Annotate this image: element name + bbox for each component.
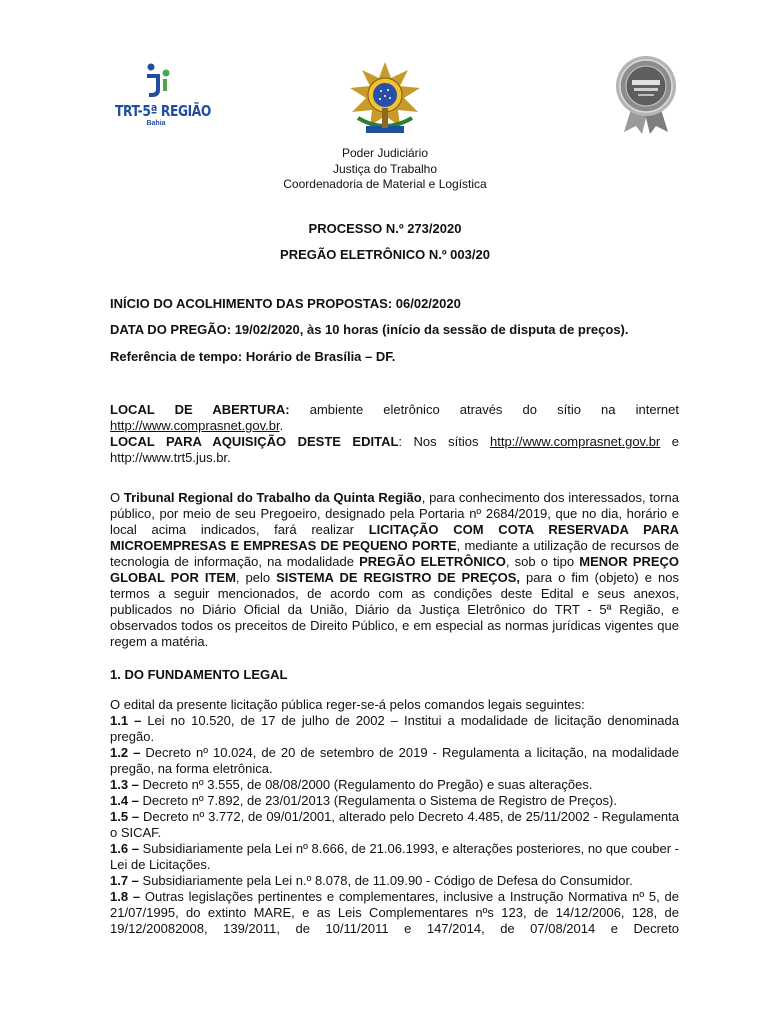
referencia-tempo: Referência de tempo: Horário de Brasília – DF. <box>110 349 396 364</box>
trt5-logo <box>106 62 211 132</box>
legal-item <box>110 713 679 745</box>
logo-state: Bahia <box>146 120 166 127</box>
quality-seal-icon <box>610 50 682 134</box>
legal-item <box>110 745 679 777</box>
legal-item <box>110 841 679 873</box>
local-aquisicao-label: LOCAL PARA AQUISIÇÃO DESTE EDITAL <box>110 434 399 449</box>
intro-bold-menor-preco: MENOR PREÇO GLOBAL POR ITEM <box>110 554 680 585</box>
processo-title: PROCESSO N.º 273/2020 <box>308 221 462 236</box>
legal-item-text: Lei no 10.520, de 17 de julho de 2002 – Institui a modalidade de licitação denominada pregão. <box>110 713 679 744</box>
local-aquisicao-line <box>110 434 679 450</box>
local-abertura-label: LOCAL DE ABERTURA: <box>110 402 290 417</box>
intro-bold-licitacao: LICITAÇÃO COM COTA RESERVADA PARA MICROEMPRESAS E EMPRESAS DE PEQUENO PORTE <box>110 522 679 553</box>
intro-bold-srp: SISTEMA DE REGISTRO DE PREÇOS, <box>276 570 521 585</box>
legal-item <box>110 889 679 937</box>
logo-name: TRT-5ª REGIÃO <box>115 102 211 120</box>
local-abertura-url-line <box>110 418 679 434</box>
intro-text-1: O <box>110 490 124 505</box>
abertura-link[interactable]: http://www.comprasnet.gov.br <box>110 418 280 433</box>
intro-text-3: , mediante a utilização de recursos de tecnologia de informação, na modalidade <box>110 538 679 569</box>
legal-item-num: 1.8 – <box>110 889 145 904</box>
trt5-logo-icon <box>144 62 174 100</box>
legal-item <box>110 777 679 793</box>
legal-item-text: Subsidiariamente pela Lei nº 8.666, de 21.06.1993, e alterações posteriores, no que couber - Lei de Licitações. <box>110 841 679 872</box>
legal-item-text: Outras legislações pertinentes e complementares, inclusive a Instrução Normativa nº 5, de 21/07/1995, do extinto MARE, e as Leis Complementares nºs 123, de 14/12/2006, 128, de 19/12/20082008, 139/2011, de 10/11/2011 e 147/2014, de 07/08/2014 e Decreto <box>110 889 680 936</box>
local-abertura-text: ambiente eletrônico através do sítio na internet <box>289 402 679 417</box>
legal-item <box>110 809 679 841</box>
local-aquisicao-text: : Nos sítios <box>398 434 490 449</box>
legal-item-num: 1.7 – <box>110 873 143 888</box>
legal-item-num: 1.1 – <box>110 713 148 728</box>
section-1-heading: 1. DO FUNDAMENTO LEGAL <box>110 667 288 682</box>
legal-item-num: 1.3 – <box>110 777 143 792</box>
intro-text-2: , para conhecimento dos interessados, torna público, por meio de seu Pregoeiro, designado pela Portaria nº 2684/2019, que no dia, horário e local acima indicados, fará realizar <box>110 490 679 537</box>
legal-item-text: Subsidiariamente pela Lei n.º 8.078, de 11.09.90 - Código de Defesa do Consumidor. <box>142 873 633 888</box>
pregao-title: PREGÃO ELETRÔNICO N.º 003/20 <box>280 247 490 262</box>
brasil-coat-of-arms-icon <box>344 60 426 140</box>
legal-item-num: 1.4 – <box>110 793 143 808</box>
intro-bold-pregao: PREGÃO ELETRÔNICO <box>359 554 506 569</box>
abertura-end: . <box>279 418 284 433</box>
legal-item <box>110 873 679 889</box>
legal-item-text: Decreto nº 3.772, de 09/01/2001, alterado pelo Decreto 4.485, de 25/11/2002 - Regulamenta o SICAF. <box>110 809 679 840</box>
org-line-2: Justiça do Trabalho <box>332 161 438 176</box>
data-pregao: DATA DO PREGÃO: 19/02/2020, às 10 horas (início da sessão de disputa de preços). <box>110 322 629 337</box>
intro-paragraph <box>110 490 679 650</box>
inicio-acolhimento: INÍCIO DO ACOLHIMENTO DAS PROPOSTAS: 06/02/2020 <box>110 296 461 311</box>
legal-item-num: 1.2 – <box>110 745 146 760</box>
intro-text-6: para o fim (objeto) e nos termos a seguir mencionados, de acordo com as condições deste Edital e seus anexos, publicados no Diário Oficial da União, Diário da Justiça Eletrônico do TRT - 5ª Região, e observados todos os preceitos de Direito Público, e em especial as normas jurídicas vigentes que regem a matéria. <box>110 570 679 649</box>
legal-item-num: 1.5 – <box>110 809 143 824</box>
trt5-link[interactable]: http://www.trt5.jus.br. <box>110 450 231 465</box>
organization-header <box>0 146 770 193</box>
legal-item-text: Decreto nº 3.555, de 08/08/2000 (Regulamento do Pregão) e suas alterações. <box>142 777 593 792</box>
org-line-3: Coordenadoria de Material e Logística <box>283 177 487 191</box>
local-abertura-line <box>110 402 679 418</box>
intro-bold-tribunal: Tribunal Regional do Trabalho da Quinta Região <box>123 490 422 505</box>
section-1-lead: O edital da presente licitação pública reger-se-á pelos comandos legais seguintes: <box>110 697 585 712</box>
section-1-body <box>110 697 679 937</box>
local-aquisicao-mid: e <box>660 434 679 449</box>
intro-text-4: , sob o tipo <box>505 554 580 569</box>
local-block <box>110 402 679 466</box>
org-line-1: Poder Judiciário <box>341 146 429 160</box>
legal-item <box>110 793 679 809</box>
legal-item-text: Decreto nº 10.024, de 20 de setembro de 2019 - Regulamenta a licitação, na modalidade pregão, na forma eletrônica. <box>110 745 680 776</box>
legal-item-text: Decreto nº 7.892, de 23/01/2013 (Regulamenta o Sistema de Registro de Preços). <box>142 793 617 808</box>
legal-item-num: 1.6 – <box>110 841 143 856</box>
intro-text-5: , pelo <box>235 570 277 585</box>
comprasnet-link[interactable]: http://www.comprasnet.gov.br <box>489 434 661 449</box>
